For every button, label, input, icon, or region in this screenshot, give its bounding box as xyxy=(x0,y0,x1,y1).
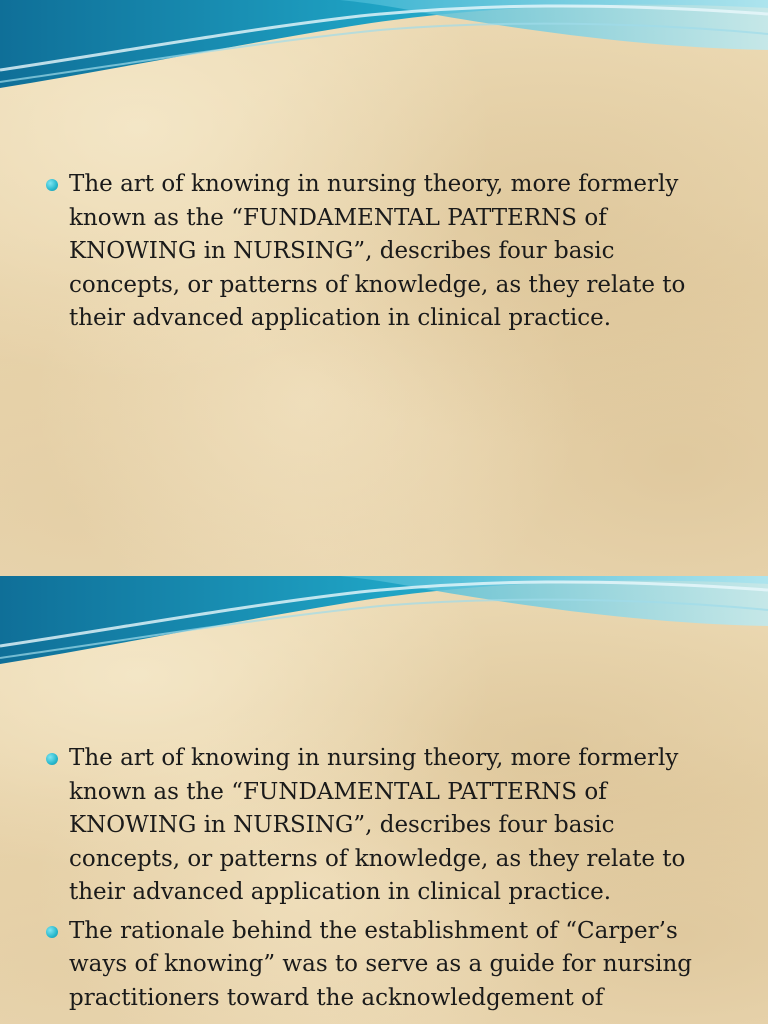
bullet-dot-icon xyxy=(46,926,58,938)
slide-2-body xyxy=(44,742,716,1020)
bullet-dot-icon xyxy=(46,753,58,765)
bullet-item xyxy=(44,742,716,910)
slide-2 xyxy=(0,576,768,1024)
bullet-dot-icon xyxy=(46,179,58,191)
bullet-item xyxy=(44,168,716,336)
bullet-item xyxy=(44,915,716,1016)
bullet-text: The rationale behind the establishment of “Carper’s ways of knowing” was to serve as a guide for nursing practitioners toward the acknowledgement of xyxy=(69,917,693,1011)
slide-1-body xyxy=(44,168,716,341)
bullet-text: The art of knowing in nursing theory, more formerly known as the “FUNDAMENTAL PATTERNS of KNOWING in NURSING”, describes four basic concepts, or patterns of knowledge, as they relate to their advanced application in clinical practice. xyxy=(69,171,686,331)
wave-header-decoration xyxy=(0,0,768,100)
bullet-text: The art of knowing in nursing theory, more formerly known as the “FUNDAMENTAL PATTERNS of KNOWING in NURSING”, describes four basic concepts, or patterns of knowledge, as they relate to their advanced application in clinical practice. xyxy=(69,745,686,905)
wave-header-decoration xyxy=(0,576,768,676)
